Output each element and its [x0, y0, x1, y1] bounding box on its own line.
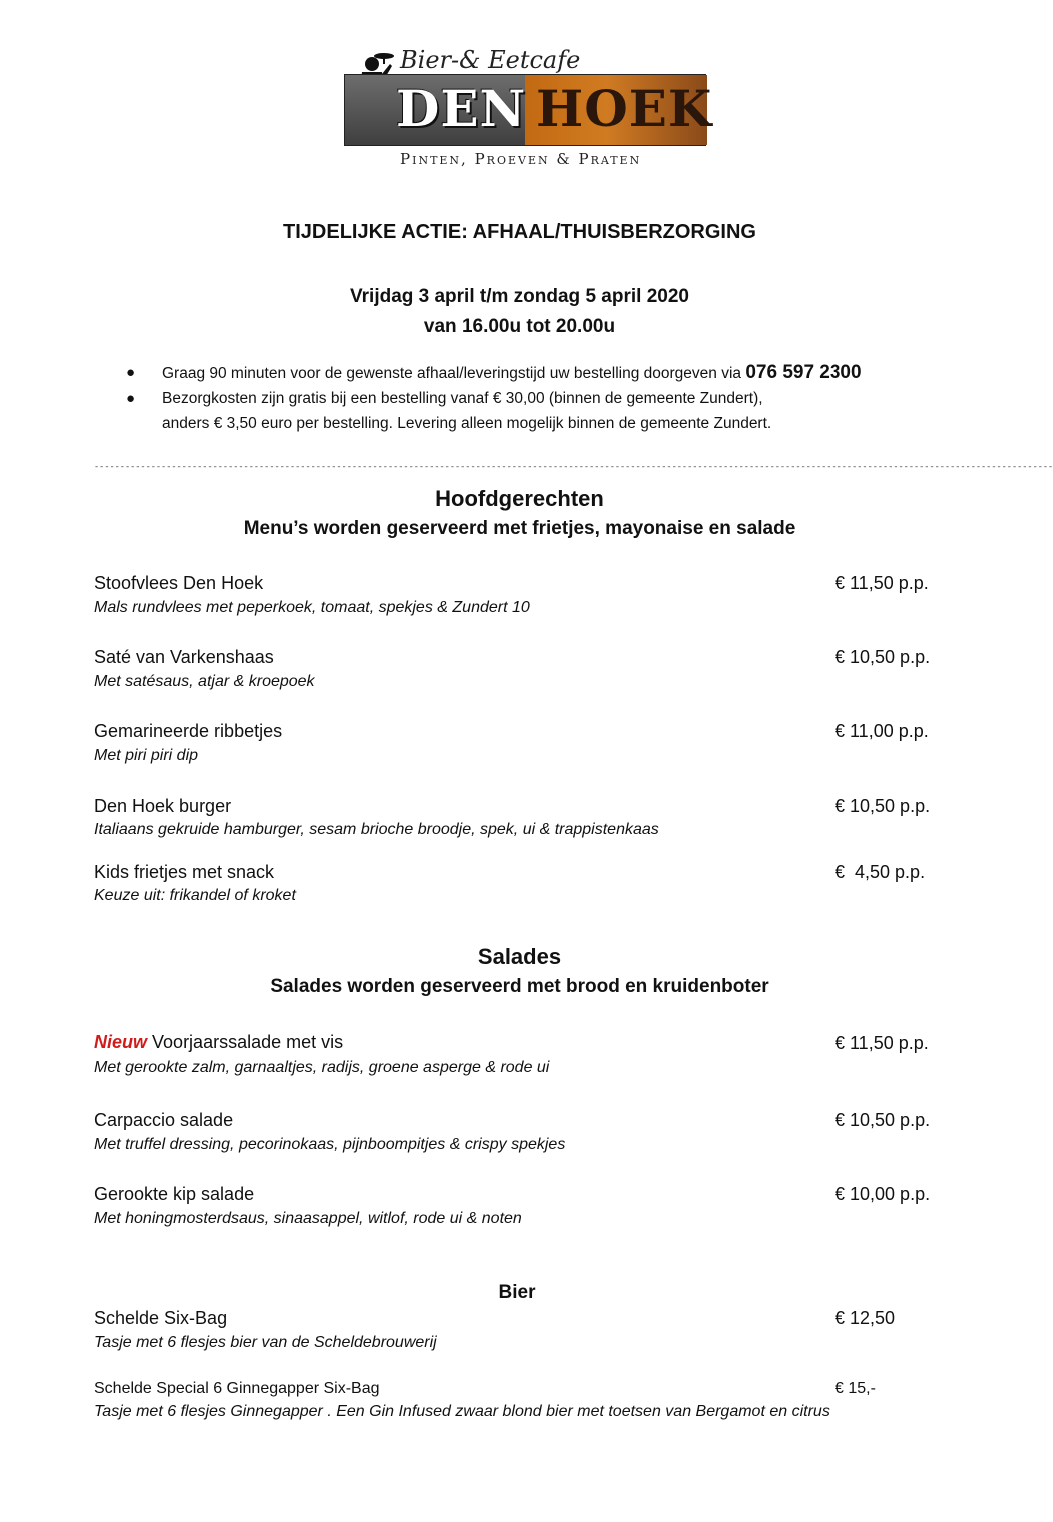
menu-item-name: Schelde Special 6 Ginnegapper Six-Bag — [94, 1380, 380, 1397]
menu-item-description: Met piri piri dip — [94, 747, 199, 764]
menu-item-description: Tasje met 6 flesjes bier van de Scheldebrouwerij — [94, 1334, 437, 1351]
new-badge: Nieuw — [94, 1032, 148, 1052]
menu-item-name: Gerookte kip salade — [94, 1184, 255, 1204]
menu-item-price: € 10,50 p.p. — [835, 647, 931, 667]
menu-item-name: Saté van Varkenshaas — [94, 647, 274, 667]
menu-item-description: Met truffel dressing, pecorinokaas, pijnboompitjes & crispy spekjes — [94, 1136, 566, 1153]
logo-tagline: Pinten, Proeven & Praten — [400, 150, 642, 168]
time-line: van 16.00u tot 20.00u — [423, 316, 616, 337]
logo-script-text: Bier-& Eetcafe — [400, 46, 581, 74]
delivery-info-line-1: Bezorgkosten zijn gratis bij een bestelling vanaf € 30,00 (binnen de gemeente Zundert), — [162, 390, 763, 407]
menu-item-price: € 11,00 p.p. — [835, 721, 929, 741]
menu-item-name: Schelde Six-Bag — [94, 1308, 228, 1328]
menu-item-description: Met gerookte zalm, garnaaltjes, radijs, groene asperge & rode ui — [94, 1059, 550, 1076]
menu-item-name: Voorjaarssalade met vis — [152, 1032, 344, 1052]
dashed-divider: ------------------------------------------------------------------------------------------------------------------------------------------------------------------------------------------ — [94, 462, 1053, 472]
logo — [344, 46, 713, 170]
menu-item-name: Carpaccio salade — [94, 1110, 234, 1130]
menu-item-description: Met satésaus, atjar & kroepoek — [94, 673, 315, 690]
logo-word-hoek: HOEK — [536, 79, 713, 138]
page-title: TIJDELIJKE ACTIE: AFHAAL/THUISBERZORGING — [283, 221, 756, 243]
menu-item-name: Kids frietjes met snack — [94, 862, 275, 882]
section-title-bier: Bier — [498, 1282, 536, 1303]
bullet-icon: ● — [126, 364, 136, 381]
menu-item-name: Stoofvlees Den Hoek — [94, 573, 264, 593]
menu-item-price: € 10,00 p.p. — [835, 1184, 931, 1204]
date-line: Vrijdag 3 april t/m zondag 5 april 2020 — [350, 286, 689, 307]
section-subtitle-salades: Salades worden geserveerd met brood en kruidenboter — [270, 976, 769, 997]
section-subtitle-hoofdgerechten: Menu’s worden geserveerd met frietjes, mayonaise en salade — [243, 518, 796, 539]
logo-word-den: DEN — [396, 79, 527, 138]
menu-item-price: € 10,50 p.p. — [835, 1110, 931, 1130]
menu-item-price: € 12,50 — [835, 1308, 896, 1328]
menu-item-description: Tasje met 6 flesjes Ginnegapper . Een Gin Infused zwaar blond bier met toetsen van Bergamot en citrus — [94, 1403, 830, 1420]
menu-item-description: Keuze uit: frikandel of kroket — [94, 887, 296, 904]
menu-item-price: € 4,50 p.p. — [835, 862, 926, 882]
bullet-icon: ● — [126, 390, 136, 407]
menu-item-description: Italiaans gekruide hamburger, sesam brioche broodje, spek, ui & trappistenkaas — [94, 821, 659, 838]
bullet-order-info — [124, 360, 1004, 386]
menu-item-description: Mals rundvlees met peperkoek, tomaat, spekjes & Zundert 10 — [94, 599, 530, 616]
menu-item-name: Den Hoek burger — [94, 796, 232, 816]
bullet-delivery-info-continued — [124, 411, 1004, 436]
menu-item-description: Met honingmosterdsaus, sinaasappel, witlof, rode ui & noten — [94, 1210, 522, 1227]
info-bullets — [124, 360, 1004, 436]
menu-item-price: € 10,50 p.p. — [835, 796, 931, 816]
menu-item-price: € 11,50 p.p. — [835, 1033, 929, 1053]
menu-item-name-row — [94, 1032, 343, 1053]
phone-number: 076 597 2300 — [745, 362, 862, 383]
section-title-hoofdgerechten: Hoofdgerechten — [435, 486, 604, 511]
menu-item-name: Gemarineerde ribbetjes — [94, 721, 283, 741]
menu-item-price: € 15,- — [835, 1380, 876, 1397]
bullet-delivery-info — [124, 386, 1004, 411]
order-info-text: Graag 90 minuten voor de gewenste afhaal/leveringstijd uw bestelling doorgeven via — [162, 365, 746, 382]
section-title-salades: Salades — [477, 944, 562, 969]
delivery-info-line-2: anders € 3,50 euro per bestelling. Levering alleen mogelijk binnen de gemeente Zundert. — [162, 415, 772, 432]
menu-item-price: € 11,50 p.p. — [835, 573, 929, 593]
